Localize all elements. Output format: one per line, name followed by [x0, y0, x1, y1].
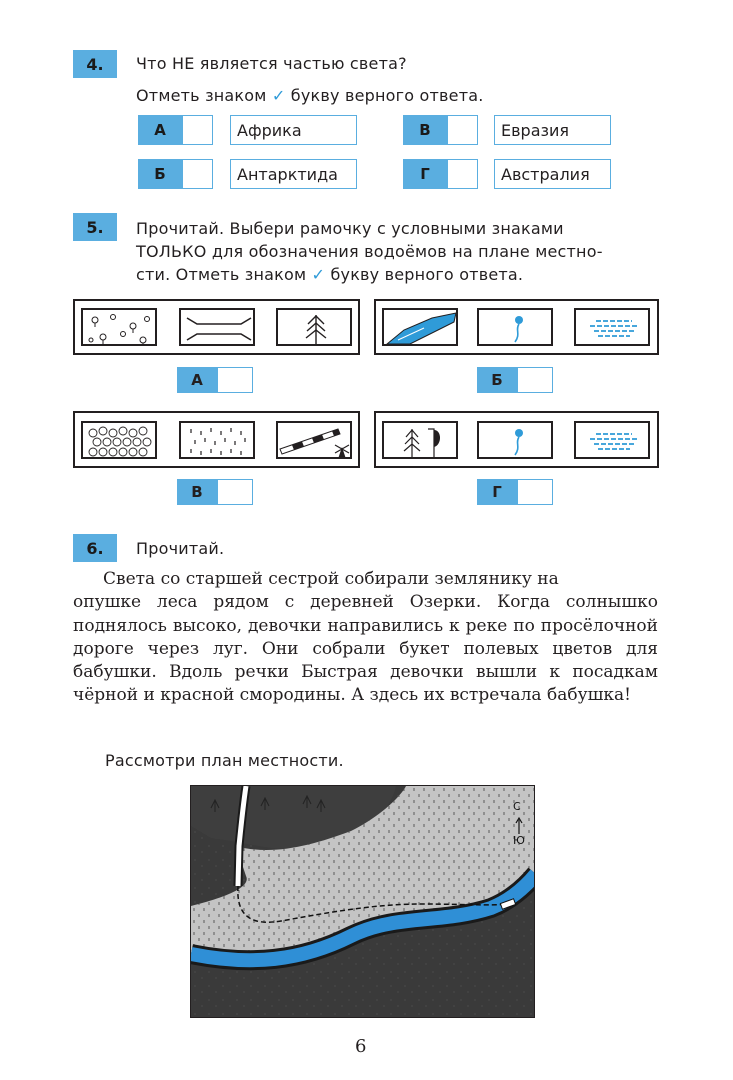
bridge-symbol-icon	[179, 308, 255, 346]
answer-checkbox[interactable]	[217, 479, 253, 505]
symbol-frame-a	[73, 299, 360, 355]
check-mark-icon: ✓	[311, 265, 326, 284]
answer-checkbox[interactable]	[182, 159, 213, 189]
mixed-forest-symbol-icon	[382, 421, 458, 459]
symbol-frame-d	[374, 411, 659, 468]
answer-checkbox[interactable]	[217, 367, 253, 393]
terrain-map	[190, 785, 535, 1018]
swamp-symbol-icon	[574, 421, 650, 459]
lake-symbol-icon	[382, 308, 458, 346]
question-5-number: 5.	[73, 213, 117, 241]
spring-symbol-icon	[477, 308, 553, 346]
story-text: Света со старшей сестрой собирали землянику на опушке леса рядом с деревней Озерки. Когда солнышко поднялось высоко, девочки направились к реке по просёлочной дороге через луг. Они собрали букет полевых цветов для бабушки. Вдоль речки Быстрая девочки вышли к посадкам чёрной и красной смородины. А здесь их встречала бабушка!	[73, 569, 658, 706]
answer-checkbox[interactable]	[447, 115, 478, 145]
question-4-instruction: Отметь знаком ✓ букву верного ответа.	[136, 86, 484, 105]
option-letter: А	[177, 367, 217, 393]
option-letter: Г	[477, 479, 517, 505]
spring-symbol-icon	[477, 421, 553, 459]
q4-option-d[interactable]	[403, 159, 478, 189]
question-6-number: 6.	[73, 534, 117, 562]
check-mark-icon: ✓	[271, 86, 286, 105]
symbol-frame-b	[374, 299, 659, 355]
question-6-heading: Прочитай.	[136, 539, 225, 558]
q4-option-b[interactable]	[138, 159, 213, 189]
q5-option-a[interactable]	[177, 367, 253, 393]
q4-option-d-text: Австралия	[494, 159, 611, 189]
meadow-symbol-icon	[179, 421, 255, 459]
q4-option-a[interactable]	[138, 115, 213, 145]
answer-checkbox[interactable]	[182, 115, 213, 145]
q4-option-c-text: Евразия	[494, 115, 611, 145]
terrain-map-drawing	[191, 786, 535, 1018]
q5-option-c[interactable]	[177, 479, 253, 505]
q4-option-a-text: Африка	[230, 115, 357, 145]
option-letter: В	[403, 115, 447, 145]
conifer-symbol-icon	[276, 308, 352, 346]
orchard-symbol-icon	[81, 308, 157, 346]
q4-option-c[interactable]	[403, 115, 478, 145]
answer-checkbox[interactable]	[447, 159, 478, 189]
option-letter: А	[138, 115, 182, 145]
option-letter: Г	[403, 159, 447, 189]
q5-option-b[interactable]	[477, 367, 553, 393]
compass-north-label: С	[513, 800, 521, 813]
option-letter: Б	[138, 159, 182, 189]
answer-checkbox[interactable]	[517, 367, 553, 393]
question-4-text: Что НЕ является частью света?	[136, 54, 407, 73]
option-letter: В	[177, 479, 217, 505]
answer-checkbox[interactable]	[517, 479, 553, 505]
map-caption: Рассмотри план местности.	[105, 751, 344, 770]
symbol-frame-c	[73, 411, 360, 468]
railway-mill-symbol-icon	[276, 421, 352, 459]
option-letter: Б	[477, 367, 517, 393]
q4-option-b-text: Антарктида	[230, 159, 357, 189]
page-number: 6	[355, 1036, 367, 1057]
compass-south-label: Ю	[513, 834, 525, 847]
bushes-symbol-icon	[81, 421, 157, 459]
q5-option-d[interactable]	[477, 479, 553, 505]
question-4-number: 4.	[73, 50, 117, 78]
question-5-text: Прочитай. Выбери рамочку с условными знаками ТОЛЬКО для обозначения водоёмов на плане местно- сти. Отметь знаком ✓ букву верного ответа.	[136, 219, 603, 284]
swamp-symbol-icon	[574, 308, 650, 346]
